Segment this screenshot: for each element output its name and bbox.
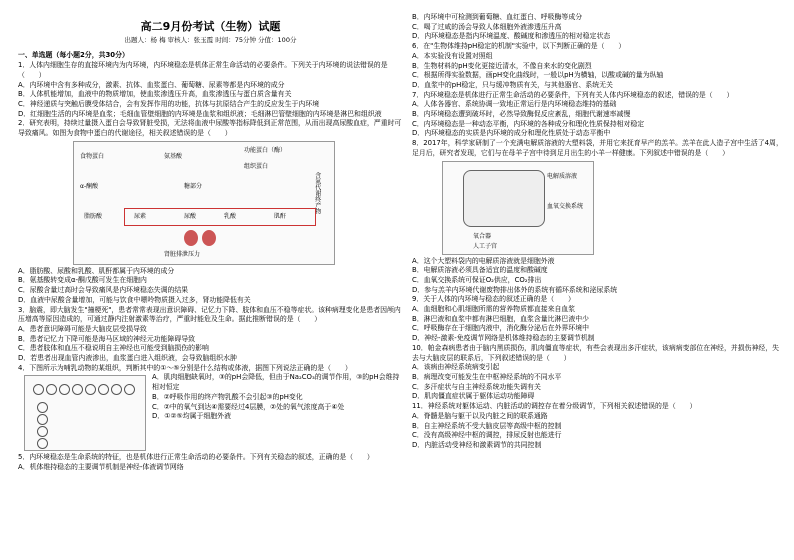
diagram-label-uric: 尿酸 xyxy=(184,212,197,220)
tissue-diagram xyxy=(24,375,146,451)
question-line: A．脂肪酸、尿酸和乳酸、肌酐都属于内环境的成分 xyxy=(18,266,175,275)
question-line: D．血液中尿酸含量增加，可能与饮食中嘌呤物质摄入过多，肾功能降低有关 xyxy=(18,295,251,304)
question-line: 11．神经系统对躯体运动、内脏活动的调控存在着分级调节，下列相关叙述错误的是（ ） xyxy=(412,402,697,411)
option-text: C．②中的氧气到达④需要经过4层膜，②处的氧气浓度高于④处 xyxy=(152,402,345,411)
cell-shape xyxy=(72,384,83,395)
artificial-womb-figure xyxy=(442,161,594,255)
question-line: A．本实验没有设置对照组 xyxy=(412,51,493,60)
question-line: C．内环境稳态是一种动态平衡，内环境的各种成分和理化性质保持相对稳定 xyxy=(412,119,645,128)
diagram-label-func: 功能蛋白（酶） xyxy=(244,146,287,154)
option-text: B．②呼吸作用的终产物乳酸不会引起③的pH变化 xyxy=(152,392,303,401)
question-line: C．血氧交换系统可保证O₂供应，CO₂排出 xyxy=(412,275,542,284)
plastic-bag-shape xyxy=(463,170,545,227)
question-line: 8．2017年，科学家研制了一个充满电解质溶液的大塑料袋，并用它来抚育早产的羔羊。羔羊在此人造子宫中生活了4周，足月后，研究者发现，它们与在母羊子宫中待到足月出生的小羊一样健康。下列叙述中错误的是（ ） xyxy=(412,139,783,157)
section-heading: 一、单选题（每小题2分，共30分） xyxy=(18,51,129,60)
cell-shape xyxy=(37,438,48,449)
question-line: B．电解质溶液必须具备适宜的温度和酸碱度 xyxy=(412,266,548,275)
diagram-label-lactic: 乳酸 xyxy=(224,212,237,220)
question-line: A．该病由神经系统病变引起 xyxy=(412,363,500,372)
diagram-label-sugar: 糖部分 xyxy=(184,182,203,190)
diagram-label-creat: 肌酐 xyxy=(274,212,287,220)
kidney-icon xyxy=(184,230,198,246)
end-products-box xyxy=(124,208,316,226)
question-line: C．呼吸酶存在于细胞内液中，消化酶分泌后在外界环境中 xyxy=(412,324,590,333)
cell-shape xyxy=(37,402,48,413)
question-line: D．若患者出现血管内液渗出，血浆蛋白进入组织液，会导致脑组织水肿 xyxy=(18,354,237,363)
question-line: D．肌肉僵直症状属于躯体运动功能障碍 xyxy=(412,392,535,401)
figure-label-blood: 血氧交换系统 xyxy=(547,202,584,210)
question-line: A．内环境中含有多种成分，激素、抗体、血浆蛋白、葡萄糖、尿素等都是内环境的成分 xyxy=(18,80,285,89)
question-line: A．这个大塑料袋内的电解质溶液就是细胞外液 xyxy=(412,256,555,265)
question-line: 6．在"生物体维持pH稳定的机制"实验中，以下判断正确的是（ ） xyxy=(412,42,626,51)
diagram-label-fatty: 脂肪酸 xyxy=(84,212,103,220)
cell-shape xyxy=(98,384,109,395)
question-line: B．淋巴液和血浆中都有淋巴细胞，血浆含量比淋巴液中少 xyxy=(412,314,589,323)
right-column xyxy=(412,13,784,451)
question-line: 5．内环境稳态是生命系统的特征，也是机体进行正常生命活动的必要条件。下列有关稳态的叙述，正确的是（ ） xyxy=(18,453,374,462)
question-line: B．内环境稳态遭到破坏时，必然导致酶促反应紊乱，细胞代谢速率减慢 xyxy=(412,110,631,119)
diagram-label-amino: 氨基酸 xyxy=(164,152,183,160)
question-line: A．机体维持稳态的主要调节机制是神经-体液调节网络 xyxy=(18,463,184,472)
question-line: 2．研究表明，持续过量摄入蛋白会导致肾脏受损，无法将血液中尿酸等指标降低到正常范围，从而出现高尿酸血症，严重时可导致痛风。如图为食物中蛋白的代谢途径，相关叙述错误的是（ ） xyxy=(18,119,402,138)
cell-shape xyxy=(37,426,48,437)
question-line: D．神经-激素-免疫调节网络是机体维持稳态的主要调节机制 xyxy=(412,334,595,343)
question-line: 7．内环境稳态是机体进行正常生命活动的必要条件，下列有关人体内环境稳态的叙述，错误的是（ ） xyxy=(412,90,734,99)
question-line: 10．帕金森病患者由于脑内黑质损伤，肌肉僵直等症状，有些会表现出多汗症状，该病病变部位在神经，并损伤神经，失去与大脑皮层的联系后，下列叙述错误的是（ ） xyxy=(412,343,780,362)
figure-label-pump: 氧合器 xyxy=(473,232,492,240)
diagram-label-tissue: 组织蛋白 xyxy=(244,162,269,170)
question-line: D．红细胞生活的内环境是血浆；毛细血管壁细胞的内环境是血浆和组织液；毛细淋巴管壁细胞的内环境是淋巴和组织液 xyxy=(18,109,382,118)
figure-label-sub: 人工子宫 xyxy=(473,242,498,250)
question-line: A．脊髓是脑与躯干以及内脏之间的联系通路 xyxy=(412,411,548,420)
question-line: A．血细胞和心肌细胞所需的营养物质都直接来自血浆 xyxy=(412,305,576,314)
question-line: B．病理改变可能发生在中枢神经系统的不同水平 xyxy=(412,372,562,381)
cell-shape xyxy=(46,384,57,395)
question-line: D．内脏活动受神经和激素调节的共同控制 xyxy=(412,440,542,449)
question-line: D．血浆中的pH稳定，只与缓冲物质有关，与其他器官、系统无关 xyxy=(412,80,613,89)
question-line: C．神经递质与突触后膜受体结合，会有发挥作用的功能，抗体与抗原结合产生的反应发生于内环境 xyxy=(18,99,320,108)
figure-label-bag: 电解质溶液 xyxy=(547,172,578,180)
question-line: D．参与羔羊内环境代谢废物排出体外的系统有循环系统和泌尿系统 xyxy=(412,285,618,294)
diagram-label-ketone: α-酮酸 xyxy=(80,182,99,190)
left-column xyxy=(18,20,403,473)
question-line: C．多汗症状与自主神经系统功能失调有关 xyxy=(412,382,541,391)
cell-shape xyxy=(85,384,96,395)
cell-shape xyxy=(59,384,70,395)
cell-shape xyxy=(111,384,122,395)
cell-shape xyxy=(124,384,135,395)
question-line: B．人体机能增加，血液中的物质增加，使血浆渗透压升高，血浆渗透压与蛋白质含量有关 xyxy=(18,90,292,99)
page-title: 高二9月份考试（生物）试题 xyxy=(140,20,281,33)
question-line: 3．脑震，即大脑发生"撞梗死"，患者常常表现出意识障碍、记忆力下降、肢体和血压不稳等症状。该种病理变化是患者因颅内压增高等原因造成的，可通过静内注射激素等治疗，严重时能危及生命。据此推断错误的是（ ） xyxy=(18,305,401,324)
question-line: B．氨基酸转变成α-酮戊酸可发生在细胞内 xyxy=(18,276,147,285)
right-body xyxy=(412,13,784,451)
q4-options xyxy=(152,373,403,453)
metabolism-diagram xyxy=(73,141,335,265)
question-line: B．自主神经系统不受大脑皮层等高级中枢的控制 xyxy=(412,421,562,430)
question-line: C．尿酸含量过高时会导致痛风是内环境稳态失调的结果 xyxy=(18,286,189,295)
question-line: C．喝了过咸的汤会导致人体细胞外液渗透压升高 xyxy=(412,22,562,31)
question-line: C．患者肢体和血压不稳说明自主神经也可能受到脑损伤的影响 xyxy=(18,344,209,353)
diagram-label-side: 含氮代谢终产物 xyxy=(313,171,321,214)
question-line: B．生物材料的pH变化更接近清水，不像自来水的变化剧烈 xyxy=(412,61,592,70)
question-line: 9．关于人体的内环境与稳态的叙述正确的是（ ） xyxy=(412,295,575,304)
question-line: B．内环境中可检测到葡萄糖、血红蛋白、呼吸酶等成分 xyxy=(412,13,583,21)
question-line: 4．下图所示为哺乳动物的某组织，判断其中的①～⑤分别是什么结构或体液，据图下列说法正确的是（ ） xyxy=(18,363,352,372)
option-text: D．①②⑤均属于细胞外液 xyxy=(152,412,231,421)
question-line: C．没有高级神经中枢的调控，排尿反射也能进行 xyxy=(412,431,562,440)
question-line: A．患者意识障碍可能是大脑皮层受损导致 xyxy=(18,324,147,333)
diagram-label-protein: 食物蛋白 xyxy=(80,152,105,160)
question-line: D．内环境稳态的实质是内环境的成分和理化性质处于动态平衡中 xyxy=(412,129,611,138)
exam-meta: 出题人：杨 梅 审核人：张玉霞 时间：75分钟 分值：100分 xyxy=(124,35,297,44)
question-line: 1．人体内细胞生存的直接环境内为内环境，内环境稳态是机体正常生命活动的必要条件。下列关于内环境的说法错误的是（ ） xyxy=(18,61,388,79)
question-line: B．患者记忆力下降可能是海马区域的神经元功能障碍导致 xyxy=(18,334,195,343)
cell-shape xyxy=(37,414,48,425)
kidney-icon xyxy=(202,230,216,246)
cell-shape xyxy=(33,384,44,395)
question-line: C．根据所得实验数据，画pH变化曲线时，一般以pH为横轴，以酸或碱的量为纵轴 xyxy=(412,71,664,80)
diagram-label-urea: 尿素 xyxy=(134,212,147,220)
diagram-label-kidney: 肾脏排泄压力 xyxy=(164,250,201,258)
question-line: A．人体各器官、系统协调一致地正常运行是内环境稳态维持的基础 xyxy=(412,100,617,109)
left-body xyxy=(18,51,403,472)
question-line: D．内环境稳态是指内环境温度、酸碱度和渗透压的相对稳定状态 xyxy=(412,32,611,41)
option-text: A．肌肉细胞缺氧时，③的pH会降低，但由于Na₂CO₃的调节作用，③的pH会维持相对恒定 xyxy=(152,373,400,392)
